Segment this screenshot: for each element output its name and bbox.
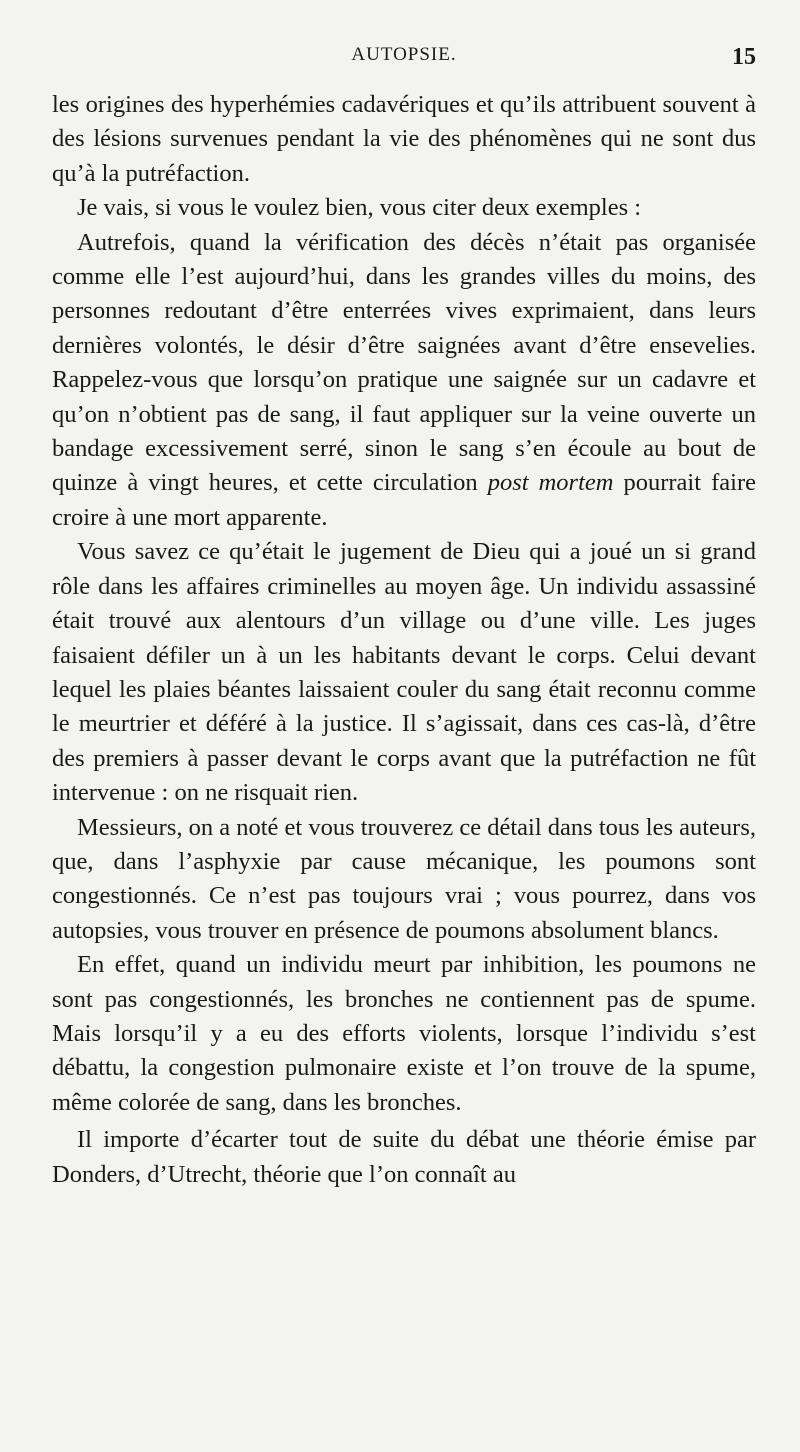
paragraph-text: Autrefois, quand la vérification des décès n’était pas organisée comme elle l’est aujourd’hui, dans les grandes villes du moins, des personnes redoutant d’être enterrées vives exprimaient, dans leurs dernières volontés, le désir d’être saignées avant d’être ensevelies. Rappelez-vous que lorsqu’on pratique une saignée sur un cadavre et qu’on n’obtient pas de sang, il faut appliquer sur la veine ouverte un bandage excessivement serré, sinon le sang s’en écoule au bout de quinze à vingt heures, et cette circulation bbox=[52, 228, 756, 497]
page-number: 15 bbox=[732, 44, 756, 70]
paragraph-text: pourrait faire croire à une mort apparente. bbox=[52, 469, 756, 531]
paragraph: Messieurs, on a noté et vous trouverez ce détail dans tous les auteurs, que, dans l’asphyxie par cause mécanique, les poumons sont congestionnés. Ce n’est pas toujours vrai ; vous pourrez, dans vos autopsies, vous trouver en présence de poumons absolument blancs. bbox=[52, 813, 757, 944]
italic-phrase: post mortem bbox=[487, 469, 614, 497]
paragraph: Je vais, si vous le voulez bien, vous citer deux exemples : bbox=[77, 194, 642, 222]
paragraph: Il importe d’écarter tout de suite du débat une théorie émise par Donders, d’Utrecht, théorie que l’on connaît au bbox=[52, 1126, 756, 1188]
paragraph: Vous savez ce qu’était le jugement de Dieu qui a joué un si grand rôle dans les affaires criminelles au moyen âge. Un individu assassiné était trouvé aux alentours d’un village ou d’une ville. Les juges faisaient défiler un à un les habitants devant le corps. Celui devant lequel les plaies béantes laissaient couler du sang était reconnu comme le meurtrier et déféré à la justice. Il s’agissait, dans ces cas-là, d’être des premiers à passer devant le corps avant que la putréfaction ne fût intervenue : on ne risquait rien. bbox=[52, 538, 756, 807]
paragraph bbox=[52, 226, 756, 536]
paragraph-continued: les origines des hyperhémies cadavériques et qu’ils attribuent souvent à des lésions survenues pendant la vie des phénomènes qui ne sont dus qu’à la putréfaction. bbox=[52, 91, 756, 187]
paragraph: En effet, quand un individu meurt par inhibition, les poumons ne sont pas congestionnés, les bronches ne contiennent pas de spume. Mais lorsqu’il y a eu des efforts violents, lorsque l’individu s’est débattu, la congestion pulmonaire existe et l’on trouve de la spume, même colorée de sang, dans les bronches. bbox=[52, 951, 756, 1116]
body-text bbox=[52, 88, 756, 1192]
running-head bbox=[52, 44, 756, 82]
running-title: AUTOPSIE. bbox=[351, 44, 457, 65]
